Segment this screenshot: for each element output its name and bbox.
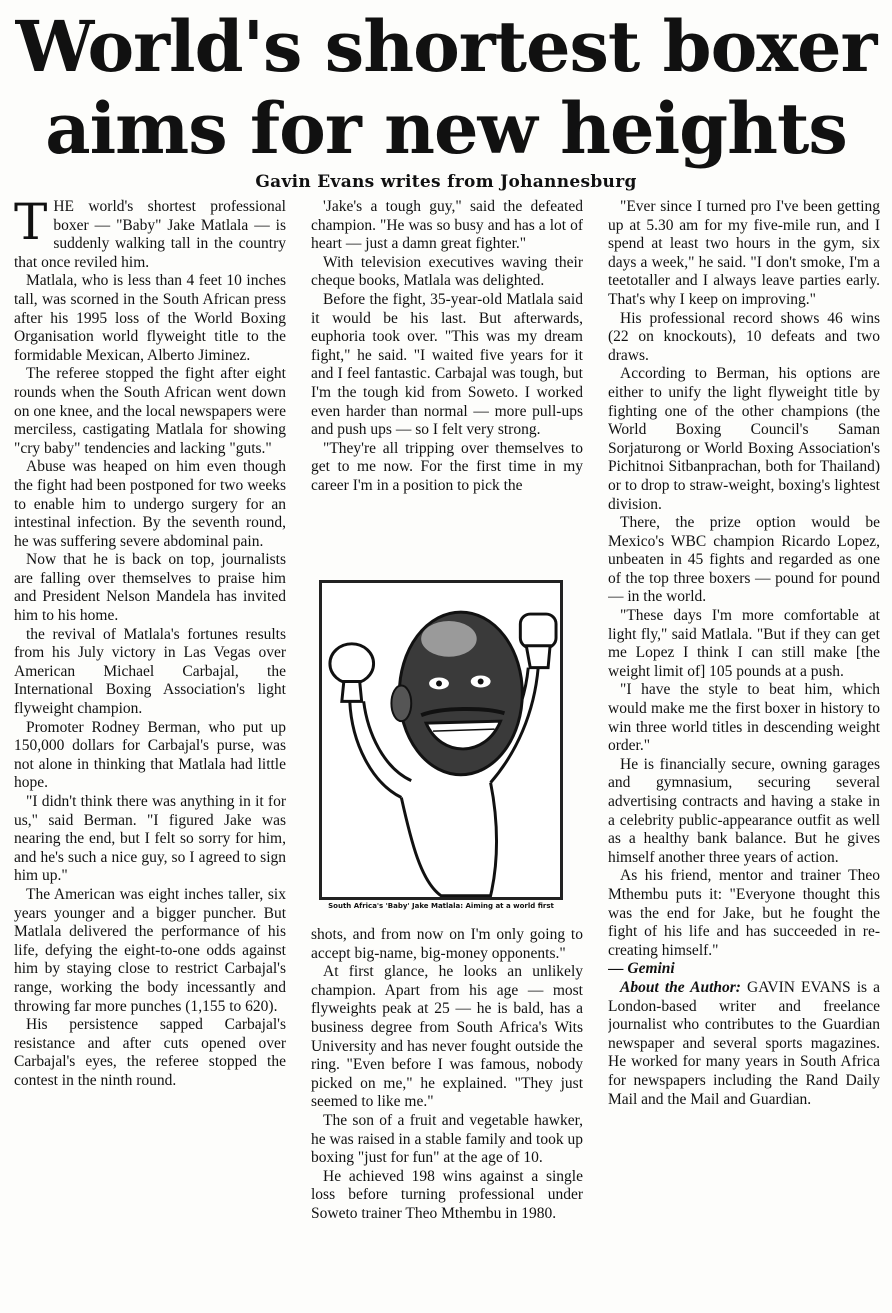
paragraph: "These days I'm more comfortable at light fly," said Matlala. "But if they can get me Lopez I think I can still make [the weight limit of] 105 pounds at a push. — [608, 607, 880, 680]
paragraph: Promoter Rodney Berman, who put up 150,000 dollars for Carbajal's purse, was not alone in thinking that Matlala had little hope. — [14, 718, 286, 792]
boxer-drawing-icon — [322, 583, 560, 897]
paragraph: "I didn't think there was anything in it for us," said Berman. "I figured Jake was nearing the end, but I felt so sorry for him, and he's such a nice guy, so I agreed to sign him up." — [14, 793, 286, 885]
about-author-label: About the Author: — [620, 978, 741, 996]
drop-cap: T — [14, 198, 48, 251]
illustration-caption: South Africa's 'Baby' Jake Matlala: Aiming at a world first — [328, 902, 554, 910]
paragraph: There, the prize option would be Mexico's WBC champion Ricardo Lopez, unbeaten in 45 fights and regarded as one of the top three boxers — pound for pound — in the world. — [608, 514, 880, 606]
boxer-caricature — [319, 580, 563, 900]
paragraph: His persistence sapped Carbajal's resistance and after cuts opened over Carbajal's eyes, the referee stopped the contest in the ninth round. — [14, 1016, 286, 1089]
paragraph: His professional record shows 46 wins (22 on knockouts), 10 defeats and two draws. — [608, 309, 880, 364]
paragraph: The son of a fruit and vegetable hawker, he was raised in a stable family and took up boxing "just for fun" at the age of 10. — [311, 1111, 583, 1167]
paragraph — [14, 198, 286, 272]
paragraph: the revival of Matlala's fortunes results from his July victory in Las Vegas over American Michael Carbajal, the International Boxing Association's light flyweight champion. — [14, 625, 286, 718]
paragraph: "I have the style to beat him, which would make me the first boxer in history to win three world titles in descending weight order." — [608, 681, 880, 755]
headline-line-2: aims for new heights — [45, 87, 847, 170]
column-2-top — [311, 198, 583, 574]
column-1 — [14, 198, 286, 1306]
paragraph: The referee stopped the fight after eight rounds when the South African went down on one knee, and the local newspapers were merciless, castigating Matlala for showing "cry baby" tendencies and lacking "guts." — [14, 365, 286, 457]
illustration-box — [300, 580, 582, 920]
paragraph: Now that he is back on top, journalists are falling over themselves to praise him and President Nelson Mandela has invited him to his home. — [14, 551, 286, 625]
paragraph: "Ever since I turned pro I've been getting up at 5.30 am for my five-mile run, and I spend at least two hours in the gym, six days a week," he said. "I don't smoke, I'm a teetotaller and I always leave parties early. That's why I keep on improving." — [608, 198, 880, 308]
column-3 — [608, 198, 880, 1306]
paragraph: With television executives waving their cheque books, Matlala was delighted. — [311, 253, 583, 290]
paragraph: At first glance, he looks an unlikely champion. Apart from his age — most flyweights peak at 25 — he is bald, has a business degree from South Africa's Wits University and has never fought outside the ring. "Even before I was famous, nobody picked on me," he explained. "They just seemed to like me." — [311, 963, 583, 1111]
paragraph: 'Jake's a tough guy," said the defeated champion. "He was so busy and has a lot of heart — just a damn great fighter." — [311, 198, 583, 253]
column-2-bottom — [311, 926, 583, 1224]
signoff-text: — Gemini — [608, 960, 675, 978]
paragraph: He is financially secure, owning garages and gymnasium, securing several advertising contracts and having a stake in a celebrity public-appearance outfit as well as a healthy bank balance. But he gives himself another three years of action. — [608, 755, 880, 866]
about-author — [608, 979, 880, 1109]
paragraph: shots, and from now on I'm only going to accept big-name, big-money opponents." — [311, 926, 583, 962]
paragraph: As his friend, mentor and trainer Theo Mthembu puts it: "Everyone thought this was the end for Jake, but he fought the fight of his life and has succeeded in re-creating himself." — [608, 867, 880, 959]
signoff — [608, 960, 880, 979]
paragraph: Before the fight, 35-year-old Matlala said it would be his last. But afterwards, euphoria took over. "This was my dream fight," he said. "I waited five years for it and I feel fantastic. Carbajal was tough, but I'm the tough kid from Soweto. I worked even harder than normal — more pull-ups and push ups — so I felt very strong. — [311, 290, 583, 439]
paragraph: Abuse was heaped on him even though the fight had been postponed for two weeks to enable him to undergo surgery for an intestinal infection. By the seventh round, he was suffering severe abdominal pain. — [14, 458, 286, 550]
about-author-text: GAVIN EVANS is a London-based writer and freelance journalist who contributes to the Guardian newspaper and several sports magazines. He worked for many years in South Africa for newspapers including the Rand Daily Mail and the Mail and Guardian. — [608, 978, 880, 1108]
paragraph: The American was eight inches taller, six years younger and a bigger puncher. But Matlala delivered the performance of his life, defying the eight-to-one odds against him by staying close to restrict Carbajal's range, working the body incessantly and throwing far more punches (1,155 to 620). — [14, 885, 286, 1015]
paragraph: He achieved 198 wins against a single loss before turning professional under Soweto trainer Theo Mthembu in 1980. — [311, 1167, 583, 1222]
byline: Gavin Evans writes from Johannesburg — [255, 172, 637, 192]
paragraph-text: HE world's shortest professional boxer — "Baby" Jake Matlala — is suddenly walking tall in the country that once reviled him. — [14, 198, 286, 271]
paragraph: According to Berman, his options are either to unify the light flyweight title by fighting one of the other champions (the World Boxing Council's Saman Sorjaturong or World Boxing Association's Pichitnoi Sitbanprachan, both for Thailand) or to drop to straw-weight, boxing's lightest division. — [608, 365, 880, 513]
headline-line-1: World's shortest boxer — [15, 5, 877, 88]
paragraph: Matlala, who is less than 4 feet 10 inches tall, was scorned in the South African press after his 1995 loss of the World Boxing Organisation world flyweight title to the formidable Mexican, Alberto Jiminez. — [14, 272, 286, 364]
headline — [0, 6, 892, 170]
paragraph: "They're all tripping over themselves to get to me now. For the first time in my career I'm in a position to pick the — [311, 439, 583, 494]
